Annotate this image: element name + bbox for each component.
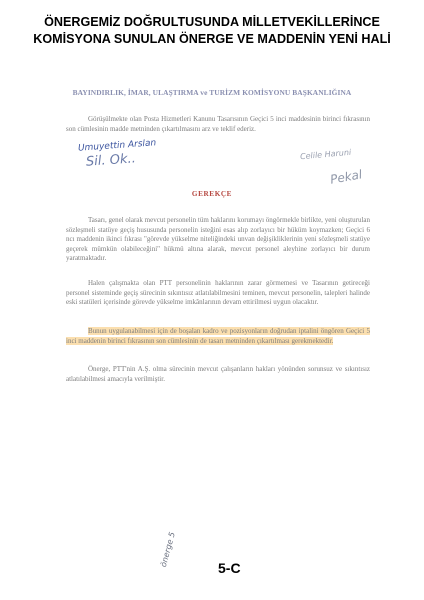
addressee: BAYINDIRLIK, İMAR, ULAŞTIRMA ve TURİZM KOMİSYONU BAŞKANLIĞINA: [72, 88, 352, 97]
reason-paragraph-2: Halen çalışmakta olan PTT personelinin haklarının zarar görmemesi ve Tasarının getireceği personel sisteminde geçiş sürecinin sıkıntısız atlatılabilmesini teminen, mevcut personelin, talepleri halinde eski statüleri içerisinde görevde yükselme imkânlarının devam ettirilmesi uygun olacaktır.: [66, 279, 370, 306]
page-number: 5-C: [218, 560, 241, 576]
signature-3: Celile Haruni: [299, 147, 352, 162]
reason-paragraph-3-highlighted: [66, 327, 370, 346]
header-line-1: ÖNERGEMİZ DOĞRULTUSUNDA MİLLETVEKİLLERİNCE: [44, 15, 380, 29]
signature-1: Umuyettin Arslan: [77, 138, 157, 154]
margin-note: önerge 5: [158, 531, 177, 568]
reason-paragraph-4: Önerge, PTT'nin A.Ş. olma sürecinin mevcut çalışanların hakları yönünden sorunsuz ve sıkıntısız atlatılabilmesi amacıyla verilmiştir.: [66, 365, 370, 383]
header-line-2: KOMİSYONA SUNULAN ÖNERGE VE MADDENİN YENİ HALİ: [33, 32, 391, 46]
reason-paragraph-1: Tasarı, genel olarak mevcut personelin tüm haklarını korumayı öngörmekle birlikte, yeni oluşturulan sözleşmeli statüye geçiş hususunda personelin isteğini esas alıp zorlayıcı bir hüküm koymazken; Geçici 6 ncı maddenin ikinci fıkrası "görevde yükselme niteliğindeki unvan değişikliklerinin yeni sözleşmeli statüye geçerek mümkün olabileceğini" hükmü altına alarak, mevcut personel aleyhine zorlayıcı bir durum yaratmaktadır.: [66, 216, 370, 262]
document-header: [0, 14, 424, 48]
gerekce-title: GEREKÇE: [191, 190, 233, 198]
signature-2: Sil. Ok..: [85, 151, 137, 170]
highlighted-text: Bunun uygulanabilmesi için de boşalan kadro ve pozisyonların doğrudan iptalini öngören Geçici 5 inci maddenin birinci fıkrasının son cümlesinin de tasarı metninden çıkartılması gerekmektedir.: [66, 327, 370, 345]
signature-4: Pekal: [329, 167, 364, 187]
intro-paragraph: Görüşülmekte olan Posta Hizmetleri Kanunu Tasarısının Geçici 5 inci maddesinin birinci fıkrasının son cümlesinin madde metninden çıkartılmasını arz ve teklif ederiz.: [66, 115, 370, 133]
